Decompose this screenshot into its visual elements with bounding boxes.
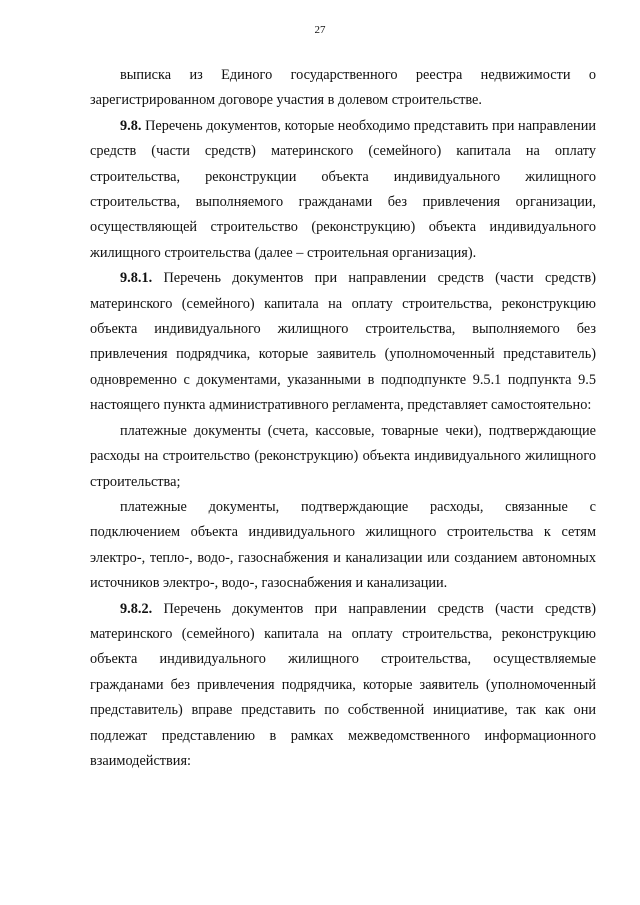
paragraph-extract: [90, 63, 596, 114]
paragraph-text: Перечень документов при направлении средств (части средств) материнского (семейного) капитала на оплату строительства, реконструкцию объекта индивидуального жилищного строительства, выполняемого без привлечения подрядчика, которые заявитель (уполномоченный представитель) одновременно с документами, указанными в подподпункте 9.5.1 подпункта 9.5 настоящего пункта административного регламента, представляет самостоятельно:: [90, 270, 596, 414]
paragraph-text: Перечень документов, которые необходимо представить при направлении средств (части средств) материнского (семейного) капитала на оплату строительства, реконструкции объекта индивидуального жилищного строительства, выполняемого гражданами без привлечения организации, осуществляющей строительство (реконструкцию) объекта индивидуального жилищного строительства (далее – строительная организация).: [90, 117, 596, 261]
paragraph-9-8-2: [90, 597, 596, 775]
body-text: [90, 63, 596, 774]
section-number: 9.8.2.: [120, 600, 153, 617]
list-item-payment-docs: [90, 419, 596, 495]
section-number: 9.8.1.: [120, 270, 153, 287]
paragraph-text: выписка из Единого государственного реестра недвижимости о зарегистрированном договоре участия в долевом строительстве.: [90, 67, 596, 109]
paragraph-text: платежные документы (счета, кассовые, товарные чеки), подтверждающие расходы на строительство (реконструкцию) объекта индивидуального жилищного строительства;: [90, 422, 596, 490]
paragraph-9-8-1: [90, 266, 596, 418]
list-item-connection-payment-docs: [90, 495, 596, 597]
page-number: 27: [314, 24, 326, 36]
paragraph-text: Перечень документов при направлении средств (части средств) материнского (семейного) капитала на оплату строительства, реконструкцию объекта индивидуального жилищного строительства, осуществляемые гражданами без привлечения подрядчика, которые заявитель (уполномоченный представитель) вправе представить по собственной инициативе, так как они подлежат представлению в рамках межведомственного информационного взаимодействия:: [90, 600, 596, 769]
section-number: 9.8.: [120, 117, 142, 134]
paragraph-text: платежные документы, подтверждающие расходы, связанные с подключением объекта индивидуального жилищного строительства к сетям электро-, тепло-, водо-, газоснабжения и канализации или созданием автономных источников электро-, водо-, газоснабжения и канализации.: [90, 498, 596, 592]
paragraph-9-8: [90, 114, 596, 266]
